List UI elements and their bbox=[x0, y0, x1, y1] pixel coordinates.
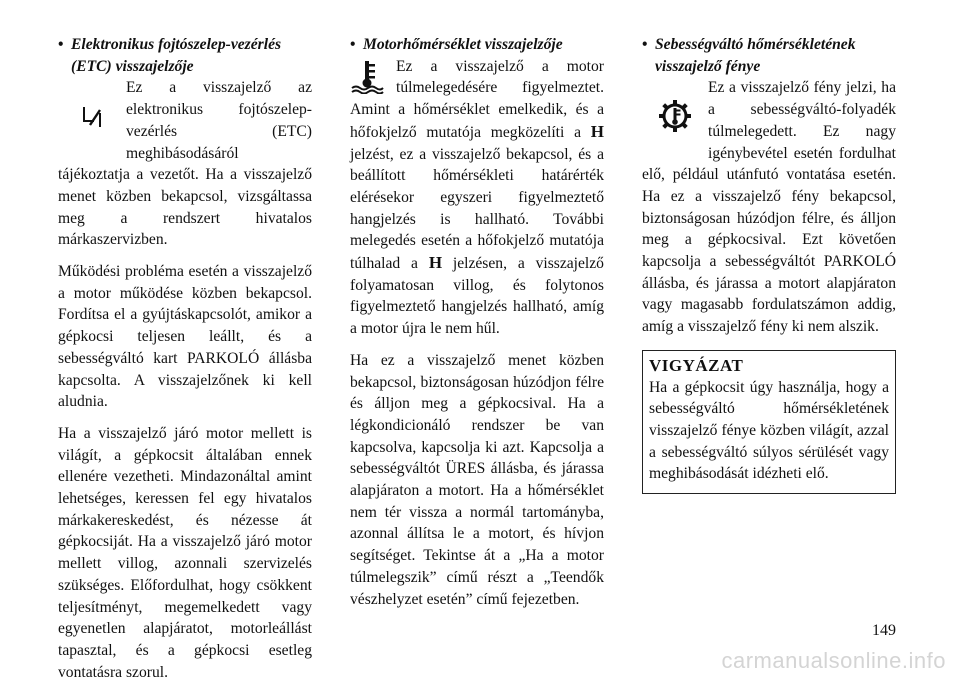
column-etc bbox=[58, 34, 312, 693]
transmission-temperature-description: Ez a visszajelző fény jelzi, ha a sebességváltó-folyadék túlmelegedett. Ez nagy igénybevétel esetén fordulhat elő, például utánfutó vontatása esetén. Ha ez a visszajelző fény bekapcsol, biztonságosan húzódjon félre, és álljon meg a gépkocsival. Ezt követően kapcsolja a sebességváltót PARKOLÓ állásba, és járassa a motort alapjáraton vagy magasabb fordulatszámon addig, amíg a visszajelző fény ki nem alszik. bbox=[642, 79, 896, 336]
warning-box bbox=[642, 350, 896, 494]
watermark: carmanualsonline.info bbox=[721, 648, 946, 673]
page-number: 149 bbox=[872, 622, 896, 639]
warning-title: VIGYÁZAT bbox=[649, 355, 744, 375]
coolant-temperature-icon bbox=[350, 56, 396, 96]
engine-temperature-action-text: Ha ez a visszajelző menet közben bekapcsol, biztonságosan húzódjon félre és álljon meg a gépkocsival. Ha a légkondicionáló rendszer be van kapcsolva, kapcsolja ki azt. Kapcsolja a sebességváltót ÜRES állásba, és járassa alapjáraton a motort. Ha a hőmérséklet nem tér vissza a normál tartományba, azonnal állítsa le a motort, és hívjon segítséget. Tekintse át a „Ha a motor túlmelegszik” című részt a „Teendők vészhelyzet esetén” című fejezetben. bbox=[350, 351, 604, 608]
etc-steady-light-text: Ha a visszajelző járó motor mellett is világít, a gépkocsit általában ennek ellenére vezetheti. Mindazonáltal amint lehetséges, keressen fel egy hivatalos márkakereskedést, és nézesse át gépkocsiját. Ha a visszajelző járó motor mellett villog, azonnali szervizelés szükséges. Előfordulhat, hogy csökkent teljesítményt, megemelkedett vagy egyenetlen alapjáratot, motorleállást tapasztal, és a gépkocsi esetleg vontatásra szorul. bbox=[58, 424, 312, 681]
engine-temperature-description: Ez a visszajelző a motor túlmelegedésére figyelmeztet. Amint a hőmérséklet emelkedik, és a hőfokjelző mutatója megközelíti a H jelzést, ez a visszajelző bekapcsol, és a beállított hőmérsékleti határérték elérésekor egyszeri figyelmeztető hangjelzés is hallható. További melegedés esetén a hőfokjelző mutatója túlhalad a H jelzésen, a visszajelző folyamatosan villog, és folytonos figyelmeztető hangjelzés hallható, amíg a motor újra le nem hűl. bbox=[350, 57, 604, 338]
etc-description: Ez a visszajelző az elektronikus fojtószelep-vezérlés (ETC) meghibásodásáról tájékoztatja a vezetőt. Ha a visszajelző menet közben bekapcsol, vizsgáltassa meg a rendszert hivatalos márkaszervizben. bbox=[58, 79, 312, 249]
heading-transmission-temperature: • Sebességváltó hőmérsékletének visszajelző fénye bbox=[642, 36, 856, 75]
column-engine-temperature bbox=[350, 34, 604, 620]
warning-body: Ha a gépkocsit úgy használja, hogy a sebességváltó hőmérsékletének visszajelző fénye közben világít, azzal a sebességváltó súlyos sérülését vagy meghibásodását idézheti elő. bbox=[649, 378, 889, 483]
heading-engine-temperature: • Motorhőmérséklet visszajelzője bbox=[350, 36, 563, 53]
etc-throttle-icon bbox=[58, 77, 126, 157]
column-transmission-temperature bbox=[642, 34, 896, 494]
heading-etc: • Elektronikus fojtószelep-vezérlés (ETC) visszajelzője bbox=[58, 36, 282, 75]
transmission-temperature-icon bbox=[642, 77, 708, 155]
etc-malfunction-text: Működési probléma esetén a visszajelző a motor működése közben bekapcsol. Fordítsa el a gyújtáskapcsolót, amikor a gépkocsi teljesen leállt, és a sebességváltó kart PARKOLÓ állásba kapcsolta. A visszajelzőnek ki kell aludnia. bbox=[58, 263, 312, 411]
